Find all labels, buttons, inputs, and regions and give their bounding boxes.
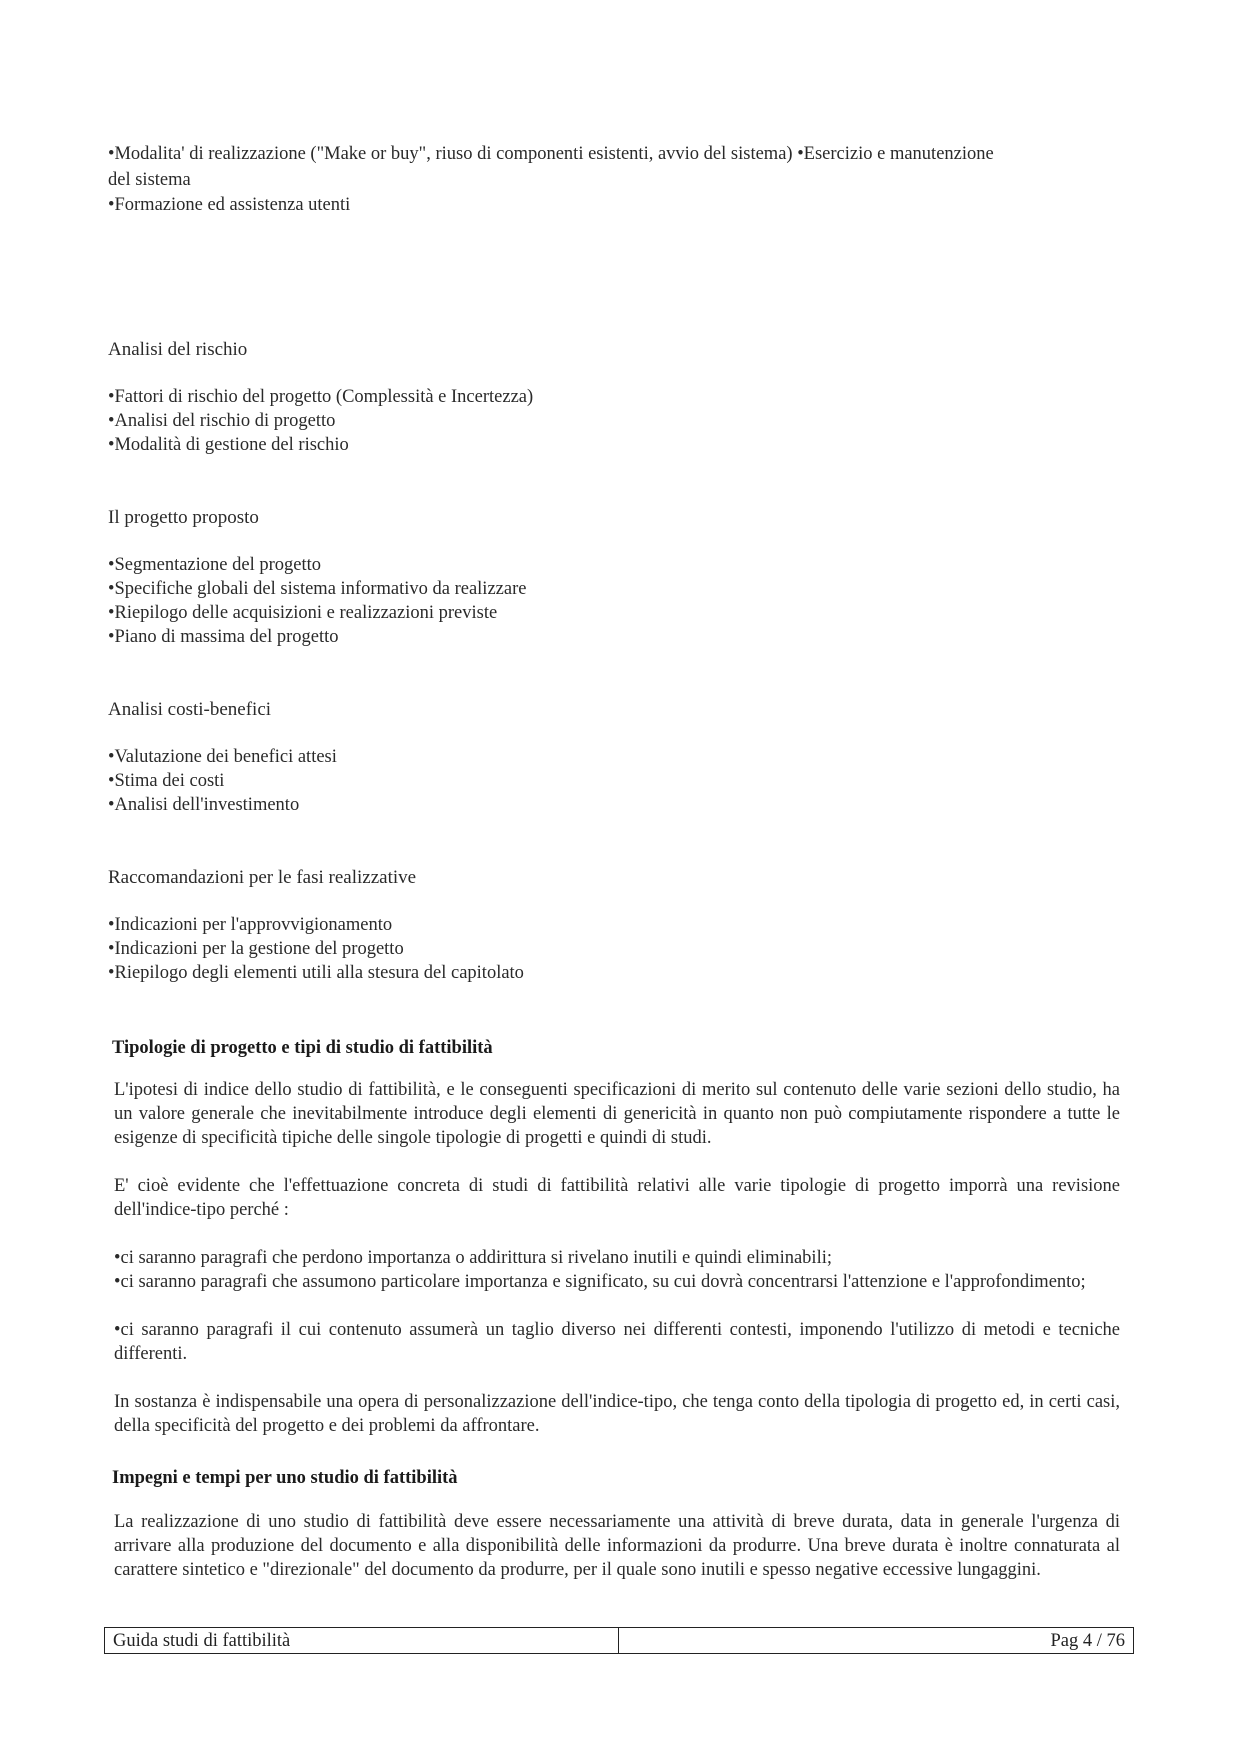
intro-line: •Modalita' di realizzazione ("Make or buy", riuso di componenti esistenti, avvio del sistema) •Esercizio e manutenzione [108, 144, 994, 164]
bullet-paragraph: •ci saranno paragrafi il cui contenuto assumerà un taglio diverso nei differenti contesti, imponendo l'utilizzo di metodi e tecniche differenti. [114, 1320, 1120, 1364]
list-item: •Valutazione dei benefici attesi [108, 747, 337, 767]
list-item: •Analisi dell'investimento [108, 795, 300, 815]
footer-title: Guida studi di fattibilità [105, 1628, 619, 1653]
list-item: •Specifiche globali del sistema informativo da realizzare [108, 579, 527, 599]
bullet-paragraph: •ci saranno paragrafi che assumono particolare importanza e significato, su cui dovrà concentrarsi l'attenzione e l'approfondimento; [114, 1272, 1086, 1292]
list-item: •Segmentazione del progetto [108, 555, 321, 575]
page-footer [104, 1627, 1134, 1654]
footer-page-number: Pag 4 / 76 [1050, 1631, 1125, 1651]
section-title-progetto-proposto: Il progetto proposto [108, 507, 259, 528]
bullet-paragraph: •ci saranno paragrafi che perdono importanza o addirittura si rivelano inutili e quindi eliminabili; [114, 1248, 832, 1268]
list-item: •Analisi del rischio di progetto [108, 411, 336, 431]
list-item: •Fattori di rischio del progetto (Complessità e Incertezza) [108, 387, 534, 407]
paragraph: L'ipotesi di indice dello studio di fattibilità, e le conseguenti specificazioni di merito sul contenuto delle varie sezioni dello studio, ha un valore generale che inevitabilmente introduce degli elementi di genericità in quanto non può compiutamente rispondere a tutte le esigenze di specificità tipiche delle singole tipologie di progetti e quindi di studi. [114, 1080, 1120, 1148]
intro-line: del sistema [108, 170, 191, 190]
heading-impegni: Impegni e tempi per uno studio di fattibilità [112, 1468, 458, 1488]
list-item: •Stima dei costi [108, 771, 225, 791]
paragraph: In sostanza è indispensabile una opera di personalizzazione dell'indice-tipo, che tenga conto della tipologia di progetto ed, in certi casi, della specificità del progetto e dei problemi da affrontare. [114, 1392, 1120, 1436]
section-title-costi-benefici: Analisi costi-benefici [108, 699, 272, 720]
list-item: •Modalità di gestione del rischio [108, 435, 349, 455]
heading-tipologie: Tipologie di progetto e tipi di studio di fattibilità [112, 1038, 493, 1058]
paragraph: La realizzazione di uno studio di fattibilità deve essere necessariamente una attività di breve durata, data in generale l'urgenza di arrivare alla produzione del documento e alla disponibilità delle informazioni da produrre. Una breve durata è inoltre connaturata al carattere sintetico e "direzionale" del documento da produrre, per il quale sono inutili e spesso negative eccessive lungaggini. [114, 1512, 1120, 1580]
paragraph: E' cioè evidente che l'effettuazione concreta di studi di fattibilità relativi alle varie tipologie di progetto imporrà una revisione dell'indice-tipo perché : [114, 1176, 1120, 1220]
list-item: •Riepilogo delle acquisizioni e realizzazioni previste [108, 603, 498, 623]
list-item: •Indicazioni per l'approvvigionamento [108, 915, 393, 935]
section-title-analisi-rischio: Analisi del rischio [108, 339, 248, 360]
list-item: •Riepilogo degli elementi utili alla stesura del capitolato [108, 963, 524, 983]
list-item: •Piano di massima del progetto [108, 627, 339, 647]
list-item: •Indicazioni per la gestione del progetto [108, 939, 404, 959]
intro-line: •Formazione ed assistenza utenti [108, 195, 351, 215]
section-title-raccomandazioni: Raccomandazioni per le fasi realizzative [108, 867, 417, 888]
